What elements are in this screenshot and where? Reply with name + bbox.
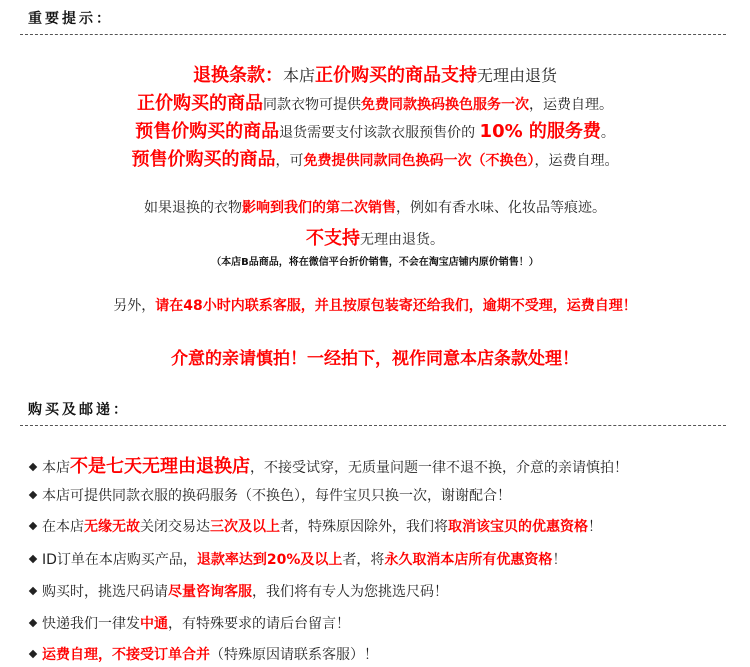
highlight-text: 请在48小时内联系客服，并且按原包装寄还给我们，逾期不受理，运费自理！ xyxy=(155,298,637,314)
text-segment: ，可 xyxy=(275,153,304,169)
list-item xyxy=(28,452,628,478)
b-grade-note: （本店B品商品，将在微信平台折价销售，不会在淘宝店铺内原价销售！） xyxy=(211,257,539,268)
diamond-bullet-icon xyxy=(29,491,37,499)
divider xyxy=(20,34,726,35)
diamond-bullet-icon xyxy=(29,619,37,627)
list-item xyxy=(28,644,378,664)
text-segment: 无理由退货 xyxy=(477,66,558,85)
diamond-bullet-icon xyxy=(29,650,37,658)
highlight-text: 三次及以上 xyxy=(210,519,280,535)
text-segment: ，不接受试穿，无质量问题一律不退不换，介意的亲请慎拍！ xyxy=(250,460,628,476)
not-supported-line xyxy=(0,224,750,250)
text-segment: 同款衣物可提供 xyxy=(263,97,361,113)
presale-fee-line xyxy=(0,117,750,143)
list-item xyxy=(28,485,511,505)
text-segment: 者，特殊原因除外，我们将 xyxy=(280,519,448,535)
text-segment: 在本店 xyxy=(42,519,84,535)
highlight-text: 取消该宝贝的优惠资格 xyxy=(448,519,588,535)
highlight-text: 预售价购买的商品 xyxy=(131,149,276,170)
highlight-text: 预售价购买的商品 xyxy=(135,121,280,142)
text-segment: 另外， xyxy=(113,298,156,314)
text-segment: 本店 xyxy=(282,66,315,85)
list-item xyxy=(28,613,350,633)
text-segment: 如果退换的衣物 xyxy=(144,200,242,216)
text-segment: ，例如有香水味、化妆品等痕迹。 xyxy=(396,200,606,216)
text-segment: ，运费自理。 xyxy=(534,153,619,169)
highlight-text: 退款率达到20%及以上 xyxy=(196,552,343,568)
diamond-bullet-icon xyxy=(29,522,37,530)
highlight-text: 运费自理，不接受订单合并 xyxy=(42,647,210,663)
highlight-text: 无缘无故 xyxy=(84,519,140,535)
caution-text: 介意的亲请慎拍！一经拍下，视作同意本店条款处理！ xyxy=(171,349,579,369)
highlight-text: 免费同款换码换色服务一次 xyxy=(361,97,529,113)
section-title-purchase: 购买及邮递： xyxy=(28,402,130,418)
highlight-text: 影响到我们的第二次销售 xyxy=(242,200,396,216)
highlight-text: 尽量咨询客服 xyxy=(168,584,252,600)
list-item xyxy=(28,549,566,569)
diamond-bullet-icon xyxy=(29,463,37,471)
text-segment: ！ xyxy=(552,552,567,568)
diamond-bullet-icon xyxy=(29,555,37,563)
text-segment: 者，将 xyxy=(342,552,385,568)
text-segment: ，运费自理。 xyxy=(529,97,613,113)
return-terms-line xyxy=(0,61,750,87)
highlight-text: 正价购买的商品 xyxy=(137,93,263,114)
highlight-text: 正价购买的商品支持 xyxy=(315,65,477,86)
text-segment: ，我们将有专人为您挑选尺码！ xyxy=(252,584,448,600)
caution-line xyxy=(0,344,750,369)
presale-exchange-line xyxy=(0,145,750,171)
full-price-exchange-line xyxy=(0,89,750,115)
text-segment: 。 xyxy=(600,125,615,141)
highlight-text: 不支持 xyxy=(306,228,360,249)
text-segment: （特殊原因请联系客服）！ xyxy=(210,647,378,663)
highlight-text: 不是七天无理由退换店 xyxy=(70,456,250,477)
highlight-text: 永久取消本店所有优惠资格 xyxy=(384,552,553,568)
resale-impact-line xyxy=(0,197,750,217)
contact-service-line xyxy=(0,295,750,315)
text-segment: ID订单在本店购买产品， xyxy=(42,552,197,568)
highlight-text: 免费提供同款同色换码一次（不换色） xyxy=(303,153,535,169)
list-item xyxy=(28,516,602,536)
section-title-important: 重要提示： xyxy=(28,11,113,27)
diamond-bullet-icon xyxy=(29,587,37,595)
list-item xyxy=(28,581,448,601)
text-segment: 本店可提供同款衣服的换码服务（不换色），每件宝贝只换一次，谢谢配合！ xyxy=(42,488,511,504)
return-terms-label: 退换条款： xyxy=(192,65,283,86)
service-fee-text: 10% 的服务费 xyxy=(479,121,601,142)
text-segment: 本店 xyxy=(42,460,70,476)
text-segment: 退货需要支付该款衣服预售价的 xyxy=(279,125,480,141)
text-segment: 快递我们一律发 xyxy=(42,616,140,632)
text-segment: 关闭交易达 xyxy=(140,519,210,535)
text-segment: 无理由退货。 xyxy=(360,232,444,248)
divider xyxy=(20,425,726,426)
highlight-text: 中通 xyxy=(140,616,168,632)
text-segment: 购买时，挑选尺码请 xyxy=(42,584,168,600)
text-segment: ，有特殊要求的请后台留言！ xyxy=(168,616,350,632)
text-segment: ！ xyxy=(588,519,602,535)
